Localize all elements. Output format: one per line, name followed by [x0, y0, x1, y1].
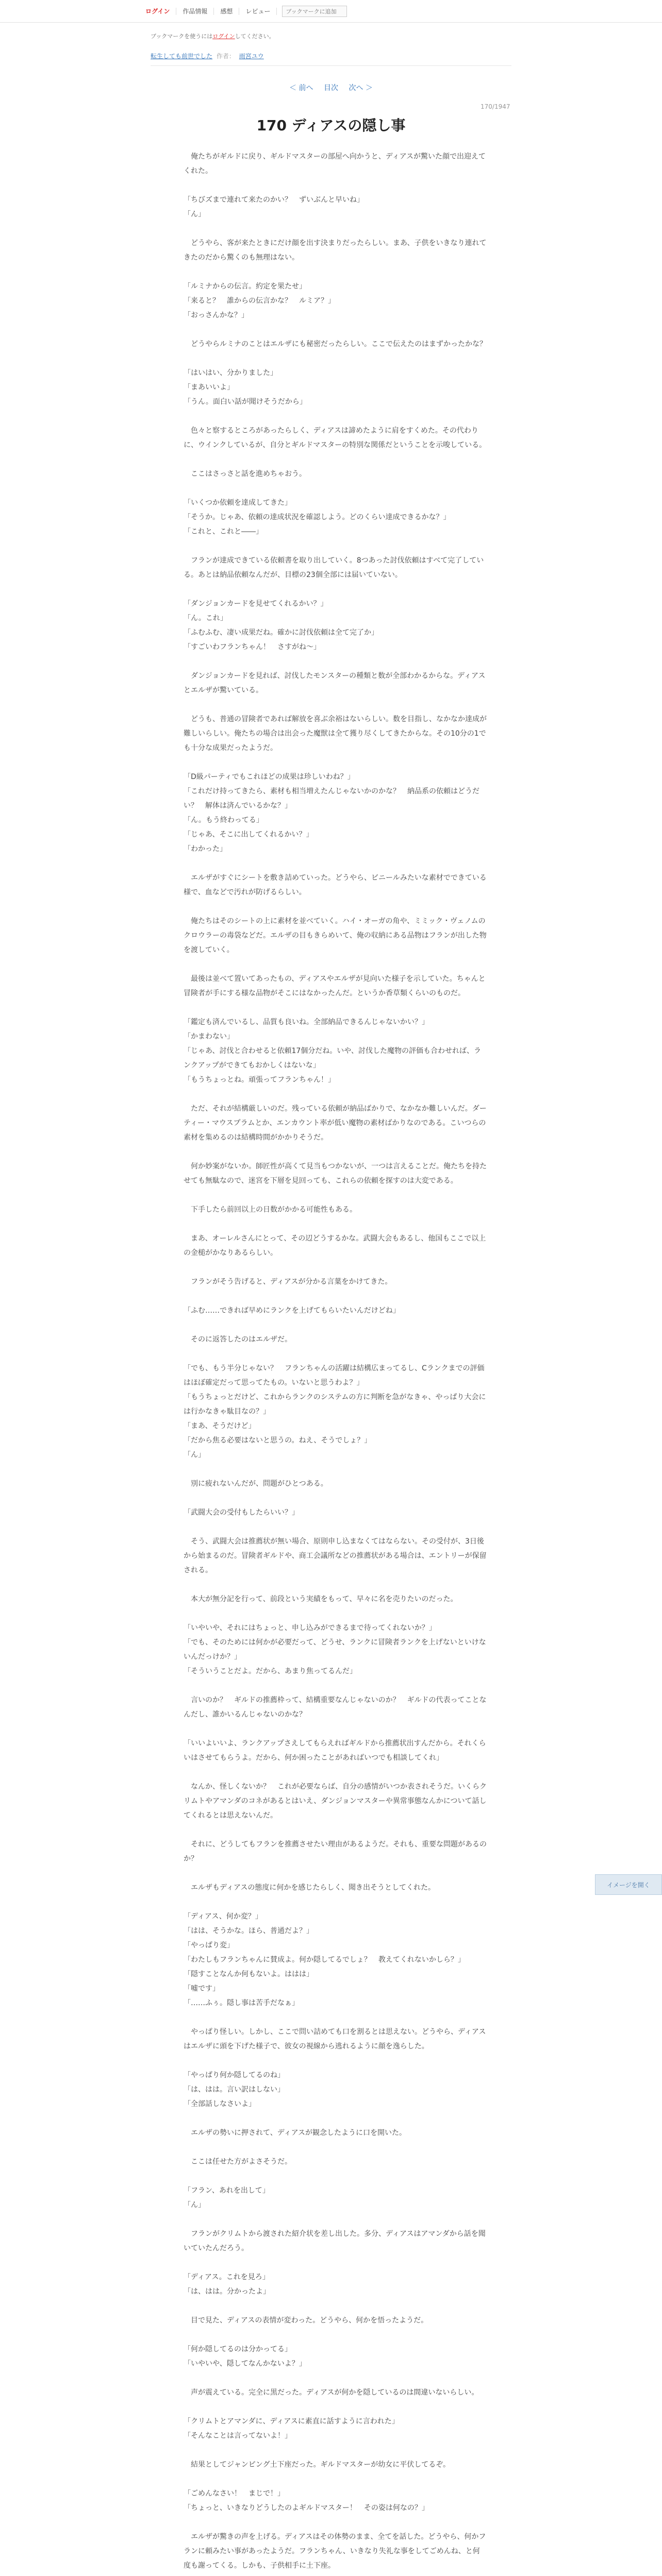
body-paragraph: 言いのか？ ギルドの推薦枠って、結構重要なんじゃないのか？ ギルドの代表ってことなんだし、誰かいるんじゃないのかな？	[184, 1696, 487, 1719]
body-paragraph: ただ、それが結構厳しいのだ。残っている依頼が納品ばかりで、なかなか難しいんだ。ダーティー・マウスプラムとか、エンカウント率が低い魔物の素材ばかりなのである。こいつらの素材を集めるのは結構時間がかかりそうだ。	[184, 1105, 487, 1142]
body-paragraph: 本大が無分記を行って、前段という実績をもって、早々に名を売りたいのだった。	[184, 1595, 458, 1603]
body-paragraph: 「いくつか依頼を達成してきた」 「そうか。じゃあ、依頼の達成状況を確認しよう。どのくらい達成できるかな？」 「これと、これと――」	[184, 499, 451, 536]
notice-prefix: ブックマークを使うには	[151, 33, 213, 40]
toc-link[interactable]: 目次	[324, 84, 338, 92]
body-paragraph: 「クリムトとアマンダに、ディアスに素直に話すように言われた」 「そんなことは言ってないよ！」	[184, 2417, 399, 2440]
body-paragraph: 目で見た、ディアスの表情が変わった。どうやら、何かを悟ったようだ。	[184, 2316, 428, 2325]
body-paragraph: フランが達成できている依頼書を取り出していく。8つあった討伐依頼はすべて完了している。あとは納品依頼なんだが、目標の23個全部には届いていない。	[184, 556, 484, 579]
body-paragraph: 「ディアス。これを見ろ」 「は、はは。分かったよ」	[184, 2273, 270, 2296]
prev-chapter-link[interactable]: ＜ 前へ	[289, 84, 313, 92]
top-nav	[145, 0, 347, 23]
body-paragraph: 「はいはい、分かりました」 「まあいいよ」 「うん。面白い話が聞けそうだから」	[184, 369, 307, 406]
body-paragraph: 下手したら前回以上の日数がかかる可能性もある。	[184, 1206, 357, 1214]
body-paragraph: 「ルミナからの伝言。約定を果たせ」 「来ると？ 誰からの伝言かな？ ルミア？」 「おっさんかな？」	[184, 282, 335, 319]
body-paragraph: まあ、オーレルさんにとって、その辺どうするかな。武闘大会もあるし、他国もここで以上の金槌がかなりあるらしい。	[184, 1234, 486, 1257]
series-title-link[interactable]: 転生しても前世でした	[151, 53, 213, 60]
notice-login-link[interactable]: ログイン	[212, 33, 235, 40]
body-paragraph: 「鑑定も済んでいるし、品質も良いね。全部納品できるんじゃないかい？」 「かまわない」 「じゃあ、討伐と合わせると依頼17個分だね。いや、討伐した魔物の評価も合わせれば、ランクアップができてもおかしくはないな」 「もうちょっとね。頑張ってフランちゃん！」	[184, 1018, 481, 1084]
chapter-pager	[0, 82, 662, 93]
body-paragraph: 何か妙案がないか。師匠性が高くて見当もつかないが、一つは言えることだ。俺たちを持たせても無駄なので、迷宮を下層を見回っても、これらの依頼を探すのは大変である。	[184, 1162, 487, 1185]
body-paragraph: 「やっぱり何か隠してるのね」 「は、はは。言い訳はしない」 「全部話しなさいよ」	[184, 2071, 285, 2108]
body-paragraph: 「いいよいいよ、ランクアップさえしてもらえればギルドから推薦状出すんだから。それくらいはさせてもらうよ。だから、何か困ったことがあればいつでも相談してくれ」	[184, 1739, 486, 1762]
body-paragraph: なんか、怪しくないか？ これが必要ならば、自分の感情がいつか表されそうだ。いくらクリムトやアマンダのコネがあるとはいえ、ダンジョンマスターや異常事態なんかについて話してくれるとは思えないんだ。	[184, 1783, 487, 1820]
body-paragraph: そう、武闘大会は推薦状が無い場合、原則申し込まなくてはならない。その受付が、3日後から始まるのだ。冒険者ギルドや、商工会議所などの推薦状がある場合は、エントリーが保留される。	[184, 1537, 487, 1574]
login-link[interactable]: ログイン	[145, 8, 176, 15]
body-paragraph: 「フラン、あれを出して」 「ん」	[184, 2187, 270, 2209]
nav-work-info[interactable]: 作品情報	[176, 8, 214, 15]
body-paragraph: フランがそう告げると、ディアスが分かる言葉をかけてきた。	[184, 1278, 392, 1286]
body-paragraph: どうやらルミナのことはエルザにも秘密だったらしい。ここで伝えたのはまずかったかな？	[184, 340, 487, 348]
body-paragraph: やっぱり怪しい。しかし、ここで問い詰めても口を割るとは思えない。どうやら、ディアスはエルザに頭を下げた様子で、彼女の視線から逃れるように顔を逸らした。	[184, 2028, 486, 2050]
body-paragraph: ダンジョンカードを見れば、討伐したモンスターの種類と数が全部わかるからな。ディアスとエルザが驚いている。	[184, 672, 486, 694]
body-paragraph: 俺たちがギルドに戻り、ギルドマスターの部屋へ向かうと、ディアスが驚いた顔で出迎えてくれた。	[184, 152, 486, 175]
body-paragraph: エルザがすぐにシートを敷き詰めていった。どうやら、ビニールみたいな素材でできている様で、血などで汚れが防げるらしい。	[184, 874, 487, 896]
body-paragraph: 「何か隠してるのは分かってる」 「いやいや、隠してなんかないよ？」	[184, 2345, 306, 2368]
nav-reviews[interactable]: レビュー	[239, 8, 277, 15]
next-chapter-link[interactable]: 次へ ＞	[349, 84, 373, 92]
author-label: 作者：	[216, 53, 235, 60]
body-paragraph: 色々と察するところがあったらしく、ディアスは諦めたように肩をすくめた。その代わりに、ウインクしているが、自分とギルドマスターの特別な関係だということを示唆している。	[184, 427, 487, 449]
bookmark-add-input[interactable]	[282, 6, 347, 17]
body-paragraph: 「いやいや、それにはちょっと、申し込みができるまで待ってくれないか？」 「でも、そのためには何かが必要だって、どうせ、ランクに冒険者ランクを上げないといけないんだっけか？」 「そういうことだよ。だから、あまり焦ってるんだ」	[184, 1624, 486, 1675]
body-paragraph: 俺たちはそのシートの上に素材を並べていく。ハイ・オーガの角や、ミミック・ヴェノムのクロウラーの毒袋などだ。エルザの目もきらめいて、俺の収納にある品物はフランが出した物を渡していく。	[184, 917, 487, 954]
body-paragraph: 結果としてジャンピング土下座だった。ギルドマスターが幼女に平伏してるぞ。	[184, 2461, 451, 2469]
body-paragraph: 「武闘大会の受付もしたらいい？」	[184, 1509, 299, 1517]
body-paragraph: それに、どうしてもフランを推薦させたい理由があるようだ。それも、重要な問題があるのか？	[184, 1840, 487, 1863]
body-paragraph: 「D級パーティでもこれほどの成果は珍しいわね？」 「これだけ持ってきたら、素材も相当増えたんじゃないかのかな？ 納品系の依頼はどうだい？ 解体は済んでいるかな？」 「ん。もう終わってる」 「じゃあ、そこに出してくれるかい？」 「わかった」	[184, 773, 479, 853]
novel-info	[151, 52, 511, 66]
body-paragraph: ここは任せた方がよさそうだ。	[184, 2158, 292, 2166]
notice-suffix: してください。	[235, 33, 275, 40]
body-paragraph: 最後は並べて置いてあったもの、ディアスやエルザが見向いた様子を示していた。ちゃんと冒険者が手にする様な品物がそこにはなかったんだ。というか香草類くらいのものだ。	[184, 975, 486, 997]
body-paragraph: エルザもディアスの態度に何かを感じたらしく、聞き出そうとしてくれた。	[184, 1884, 436, 1892]
body-paragraph: どうやら、客が来たときにだけ顔を出す決まりだったらしい。まあ、子供をいきなり連れてきたのだから驚くのも無理はない。	[184, 239, 487, 262]
body-paragraph: 「ダンジョンカードを見せてくれるかい？」 「ん。これ」 「ふむふむ、凄い成果だね。確かに討伐依頼は全て完了か」 「すごいわフランちゃん！ さすがね～」	[184, 600, 378, 651]
body-paragraph: 「ごめんなさい！ まじで！」 「ちょっと、いきなりどうしたのよギルドマスター！ その姿は何なの？」	[184, 2489, 429, 2512]
bookmark-notice	[151, 32, 275, 40]
author-link[interactable]: 雨宮ユウ	[239, 53, 264, 60]
body-paragraph: 「ちびズまで連れて来たのかい？ ずいぶんと早いね」 「ん」	[184, 196, 364, 218]
body-paragraph: 「ふむ……できれば早めにランクを上げてもらいたいんだけどね」	[184, 1307, 400, 1315]
chapter-number: 170/1947	[481, 103, 510, 110]
body-paragraph: エルザの勢いに押されて、ディアスが観念したように口を開いた。	[184, 2129, 407, 2137]
body-paragraph: ここはさっさと話を進めちゃおう。	[184, 470, 306, 478]
body-paragraph: エルザが驚きの声を上げる。ディアスはその体勢のまま、全てを話した。どうやら、何かフランに頼みたい事があったようだ。フランちゃん、いきなり失礼な事をしてごめんね、と何度も謝ってくる。しかも、子供相手に土下座。	[184, 2533, 486, 2570]
body-paragraph: どうも、普通の冒険者であれば解放を喜ぶ余裕はないらしい。数を目指し、なかなか達成が難しいらしい。俺たちの場合は出会った魔獣は全て獲り尽くしてきたからな。その10分の1でも十分な成果だったようだ。	[184, 715, 487, 752]
side-image-tab[interactable]: イメージを開く	[595, 1874, 662, 1895]
body-paragraph: 別に疲れないんだが、問題がひとつある。	[184, 1480, 328, 1488]
body-paragraph: そのに返答したのはエルザだ。	[184, 1335, 292, 1344]
chapter-title: 170 ディアスの隠し事	[256, 117, 406, 134]
body-paragraph: 「でも、もう半分じゃない？ フランちゃんの活躍は結構広まってるし、Cランクまでの評価はほぼ確定だって思ってたもの。いないと思うわよ？」 「もうちょっとだけど、これからランクのシステムの方に判断を急がなきゃ、やっぱり大会には行かなきゃ駄目なの？」 「まあ、そうだけど」 「だから焦る必要はないと思うの。ねえ、そうでしょ？」 「ん」	[184, 1364, 486, 1459]
top-nav-bar	[0, 0, 662, 23]
chapter-body	[184, 149, 487, 2576]
body-paragraph: 「ディアス、何か変？」 「はは、そうかな。ほら、普通だよ？」 「やっぱり変」 「わたしもフランちゃんに賛成よ。何か隠してるでしょ？ 教えてくれないかしら？」 「隠すことなんか何もないよ。ははは」 「嘘です」 「……ふぅ。隠し事は苦手だなぁ」	[184, 1912, 465, 2007]
body-paragraph: フランがクリムトから渡された紹介状を差し出した。多分、ディアスはアマンダから話を聞いていたんだろう。	[184, 2230, 486, 2252]
body-paragraph: 声が震えている。完全に黒だった。ディアスが何かを隠しているのは間違いないらしい。	[184, 2388, 479, 2397]
nav-impressions[interactable]: 感想	[214, 8, 239, 15]
